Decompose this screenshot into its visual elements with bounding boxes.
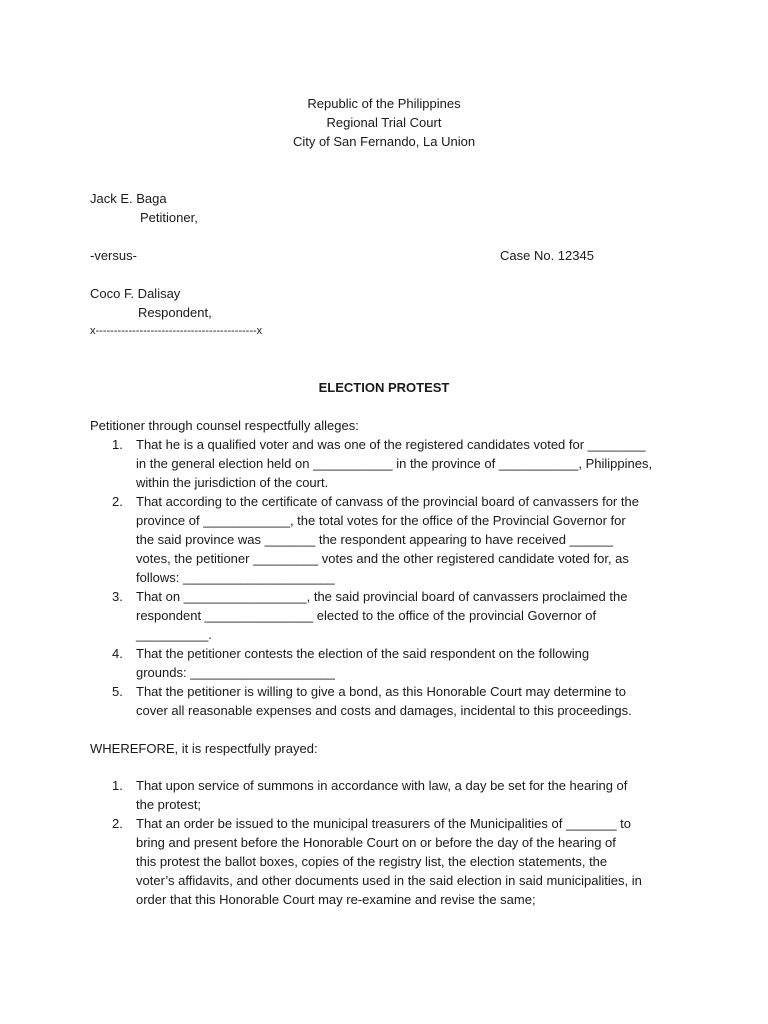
allegation-line: within the jurisdiction of the court. (136, 475, 329, 490)
allegation-number: 5. (112, 684, 123, 699)
prayer-line: bring and present before the Honorable Court on or before the day of the hearing of (136, 835, 616, 850)
allegation-number: 2. (112, 494, 123, 509)
allegation-number: 1. (112, 437, 123, 452)
respondent-name: Coco F. Dalisay (90, 286, 181, 301)
petitioner-name: Jack E. Baga (90, 191, 167, 206)
versus-label: -versus- (90, 248, 137, 263)
allegation-line: grounds: ____________________ (136, 665, 335, 680)
allegation-line: the said province was _______ the respondent appearing to have received ______ (136, 532, 614, 547)
allegation-line: That he is a qualified voter and was one of the registered candidates voted for ________ (136, 437, 646, 452)
allegation-number: 3. (112, 589, 123, 604)
allegation-line: That according to the certificate of canvass of the provincial board of canvassers for the (136, 494, 639, 509)
case-number: Case No. 12345 (500, 248, 594, 263)
court-header-city: City of San Fernando, La Union (292, 134, 476, 149)
court-header-republic: Republic of the Philippines (307, 96, 461, 111)
allegation-line: cover all reasonable expenses and costs and damages, incidental to this proceedings. (136, 703, 632, 718)
allegation-line: follows: _____________________ (136, 570, 335, 585)
prayer-line: That an order be issued to the municipal treasurers of the Municipalities of _______ to (136, 816, 632, 831)
prayer-line: the protest; (136, 797, 202, 812)
prayer-number: 1. (112, 778, 123, 793)
allegation-line: That the petitioner contests the election of the said respondent on the following (136, 646, 590, 661)
allegation-line: in the general election held on ___________ in the province of ___________, Philippines, (136, 456, 653, 471)
caption-divider: x--------------------------------------------x (90, 325, 263, 337)
petitioner-role: Petitioner, (140, 210, 198, 225)
prayer-line: voter’s affidavits, and other documents used in the said election in said municipalities, in (136, 873, 642, 888)
prayer-line: this protest the ballot boxes, copies of the registry list, the election statements, the (136, 854, 608, 869)
prayer-line: order that this Honorable Court may re-examine and revise the same; (136, 892, 536, 907)
allegation-line: province of ____________, the total votes for the office of the Provincial Governor for (136, 513, 626, 528)
allegation-line: respondent _______________ elected to the office of the provincial Governor of (136, 608, 597, 623)
wherefore-text: WHEREFORE, it is respectfully prayed: (90, 741, 318, 756)
allegation-line: That the petitioner is willing to give a bond, as this Honorable Court may determine to (136, 684, 626, 699)
prayer-line: That upon service of summons in accordance with law, a day be set for the hearing of (136, 778, 628, 793)
allegation-line: votes, the petitioner _________ votes and the other registered candidate voted for, as (136, 551, 629, 566)
document-title: ELECTION PROTEST (318, 380, 450, 395)
court-header-court: Regional Trial Court (326, 115, 442, 130)
prayer-number: 2. (112, 816, 123, 831)
intro-text: Petitioner through counsel respectfully alleges: (90, 418, 359, 433)
respondent-role: Respondent, (138, 305, 212, 320)
allegation-number: 4. (112, 646, 123, 661)
allegation-line: __________. (136, 627, 212, 642)
allegation-line: That on _________________, the said provincial board of canvassers proclaimed the (136, 589, 628, 604)
